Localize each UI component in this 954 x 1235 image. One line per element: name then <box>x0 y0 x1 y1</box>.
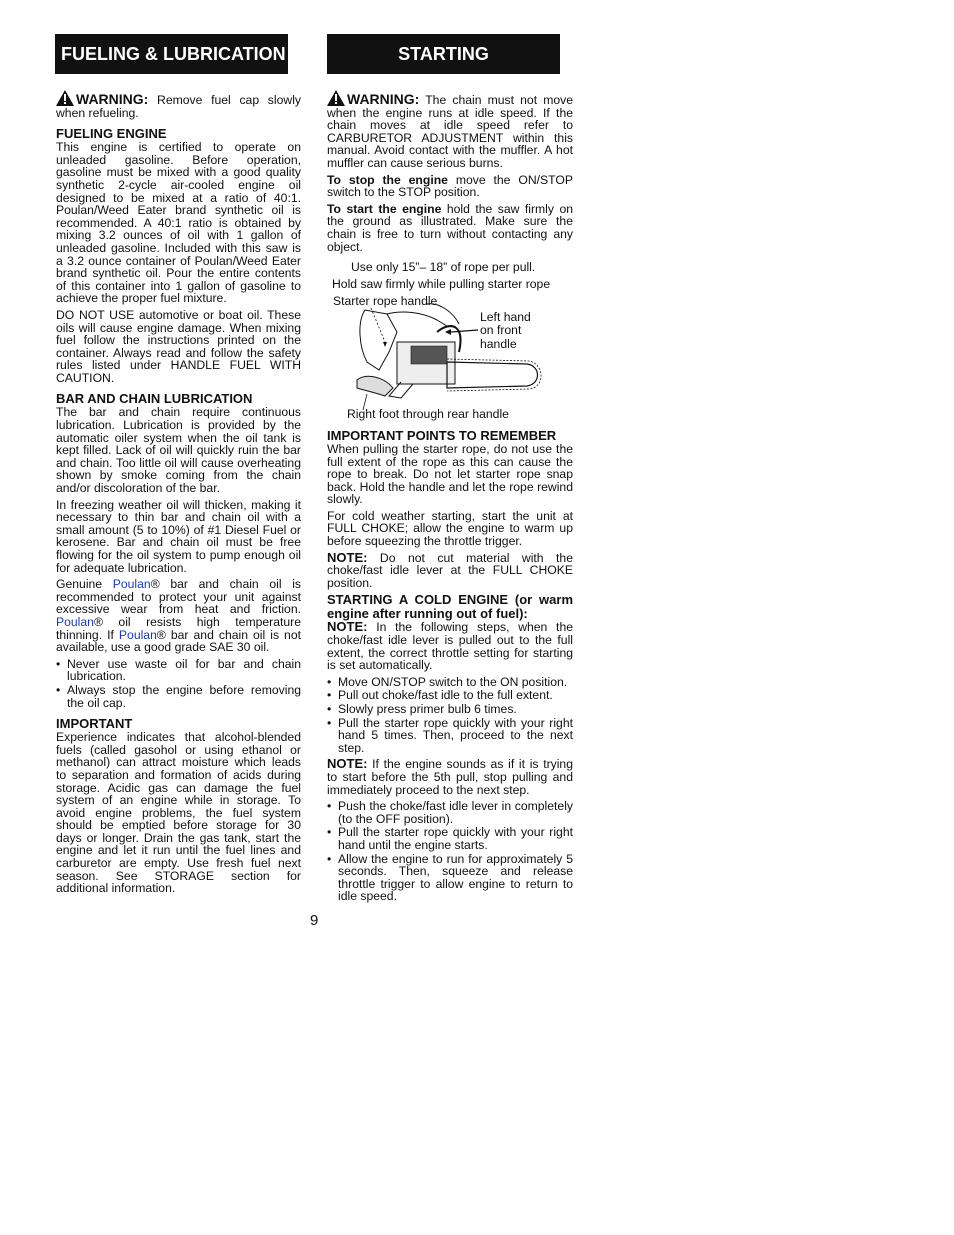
figure-caption: Hold saw firmly while pulling starter rope <box>332 276 551 291</box>
note-label: NOTE: <box>327 549 368 565</box>
page-number: 9 <box>310 912 319 929</box>
brand-name: Poulan <box>56 614 94 629</box>
section-title: STARTING <box>327 34 560 74</box>
important-paragraph: Experience indicates that alcohol-blended fuels (called gasohol or using ethanol or methanol) can attract moisture which leads to separation and formation of acids during storage. Acidic gas can damage the fuel system of an engine while in storage. To avoid engine problems, the fuel system should be emptied before storage for 30 days or longer. Drain the gas tank, start the engine and let it run until the fuel lines and carburetor are empty. Use fresh fuel next season. See STORAGE section for additional information. <box>56 730 301 896</box>
start-engine-paragraph <box>327 203 573 253</box>
bar-paragraph-1: The bar and chain require continuous lubrication. Lubrication is provided by the automatic oiler system when the oil tank is kept filled. Lack of oil will quickly ruin the bar and chain. Too little oil will cause overheating shown by smoke coming from the chain and/or discoloration of the bar. <box>56 405 301 496</box>
warning-icon <box>327 90 345 106</box>
list-item: • Slowly press primer bulb 6 times. <box>327 703 573 716</box>
list-item: • Push the choke/fast idle lever in completely (to the OFF position). <box>327 800 573 825</box>
chainsaw-illustration <box>327 292 573 412</box>
left-hand-label-3: handle <box>480 337 517 352</box>
points-paragraph-1: When pulling the starter rope, do not use the full extent of the rope as this can cause the rope to break. Do not let starter rope snap back. Hold the handle and let the rope rewind slowly. <box>327 441 573 507</box>
stop-engine-paragraph <box>327 174 573 199</box>
starting-figure <box>327 292 573 412</box>
fuel-warning <box>56 90 301 119</box>
fueling-lubrication-column <box>56 34 301 899</box>
warning-icon <box>56 90 74 106</box>
registered-mark: ® <box>156 627 166 642</box>
note-2 <box>327 621 573 671</box>
text-fragment: bar and chain oil is not available, use a good grade SAE 30 oil. <box>56 627 302 655</box>
registered-mark: ® <box>93 614 103 629</box>
important-heading: IMPORTANT <box>56 716 133 732</box>
starter-rope-label: Starter rope handle <box>333 294 438 309</box>
warning-label: WARNING: <box>347 91 420 107</box>
important-points-heading: IMPORTANT POINTS TO REMEMBER <box>327 427 557 443</box>
final-start-steps <box>327 800 573 903</box>
cold-start-steps <box>327 676 573 755</box>
list-item: • Pull out choke/fast idle to the full extent. <box>327 689 573 702</box>
bar-paragraph-3 <box>56 578 301 654</box>
note-1 <box>327 549 573 590</box>
section-title: FUELING & LUBRICATION <box>55 34 288 74</box>
list-item: • Pull the starter rope quickly with your right hand 5 times. Then, proceed to the next step. <box>327 717 573 755</box>
note-text: Do not cut material with the choke/fast idle lever at the FULL CHOKE position. <box>327 550 573 590</box>
bar-paragraph-2: In freezing weather oil will thicken, making it necessary to thin bar and chain oil with a small amount (5 to 10%) of #1 Diesel Fuel or kerosene. Bar and chain oil must be free flowing for the oil system to pump enough oil for adequate lubrication. <box>56 497 301 575</box>
stop-engine-text: move the ON/STOP switch to the STOP position. <box>327 172 573 200</box>
list-item: • Always stop the engine before removing the oil cap. <box>56 684 301 709</box>
chain-warning <box>327 90 573 170</box>
start-engine-label: To start the engine <box>327 201 442 216</box>
note-label: NOTE: <box>327 756 368 772</box>
fueling-engine-heading: FUELING ENGINE <box>56 126 167 142</box>
stop-engine-label: To stop the engine <box>327 172 448 187</box>
note-label: NOTE: <box>327 619 368 635</box>
note-text: In the following steps, when the choke/fast idle lever is pulled out to the full extent, the correct throttle setting for starting is set automatically. <box>327 620 574 673</box>
warning-text: Remove fuel cap slowly when refueling. <box>56 93 301 120</box>
text-fragment: bar and chain oil is recommended to protect your unit against excessive wear from heat and friction. <box>56 577 302 617</box>
text-fragment: Genuine <box>56 577 103 592</box>
warning-label: WARNING: <box>76 91 149 107</box>
foot-label: Right foot through rear handle <box>347 407 509 422</box>
registered-mark: ® <box>150 577 160 592</box>
text-fragment: oil resists high temperature thinning. If <box>56 614 301 642</box>
fueling-paragraph-2: DO NOT USE automotive or boat oil. These oils will cause engine damage. When mixing fuel follow the instructions printed on the container. Always read and follow the safety rules listed under HANDLE FUEL WITH CAUTION. <box>56 307 301 385</box>
start-engine-text: hold the saw firmly on the ground as illustrated. Make sure the chain is free to turn without contacting any object. <box>327 201 573 254</box>
left-hand-label-2: on front <box>480 323 522 338</box>
list-item: • Never use waste oil for bar and chain lubrication. <box>56 658 301 683</box>
fueling-paragraph-1: This engine is certified to operate on unleaded gasoline. Before operation, gasoline must be mixed with a good quality synthetic 2-cycle air-cooled engine oil designed to be mixed at a ratio of 40:1. Poulan/Weed Eater brand synthetic oil is recommended. A 40:1 ratio is obtained by mixing 3.2 ounces of oil with 1 gallon of unleaded gasoline. Included with this saw is a 3.2 ounce container of Poulan/Weed Eater brand synthetic oil. Pour the entire contents of this container into 1 gallon of gasoline to achieve the proper fuel mixture. <box>56 140 301 306</box>
list-item: • Allow the engine to run for approximately 5 seconds. Then, squeeze and release throttle trigger to allow engine to return to idle speed. <box>327 853 573 903</box>
points-paragraph-2: For cold weather starting, start the unit at FULL CHOKE; allow the engine to warm up before squeezing the throttle trigger. <box>327 508 573 549</box>
note-3 <box>327 758 573 796</box>
cold-engine-heading: STARTING A COLD ENGINE (or warm engine after running out of fuel): <box>327 592 573 622</box>
list-item: • Pull the starter rope quickly with your right hand until the engine starts. <box>327 826 573 851</box>
left-hand-label-1: Left hand <box>480 310 531 325</box>
brand-name: Poulan <box>118 627 157 642</box>
note-text: If the engine sounds as if it is trying to start before the 5th pull, stop pulling and immediately proceed to the next step. <box>327 757 573 797</box>
warning-text: The chain must not move when the engine runs at idle speed. If the chain moves at idle speed refer to CARBURETOR ADJUSTMENT within this manual. Avoid contact with the muffler. A hot muffler can cause serious burns. <box>327 93 573 170</box>
list-item: • Move ON/STOP switch to the ON position. <box>327 676 573 689</box>
starting-column <box>327 34 573 907</box>
bar-chain-heading: BAR AND CHAIN LUBRICATION <box>56 391 253 407</box>
rope-length-note: Use only 15”– 18” of rope per pull. <box>351 260 536 275</box>
bar-bullet-list <box>56 658 301 709</box>
brand-name: Poulan <box>112 577 151 592</box>
